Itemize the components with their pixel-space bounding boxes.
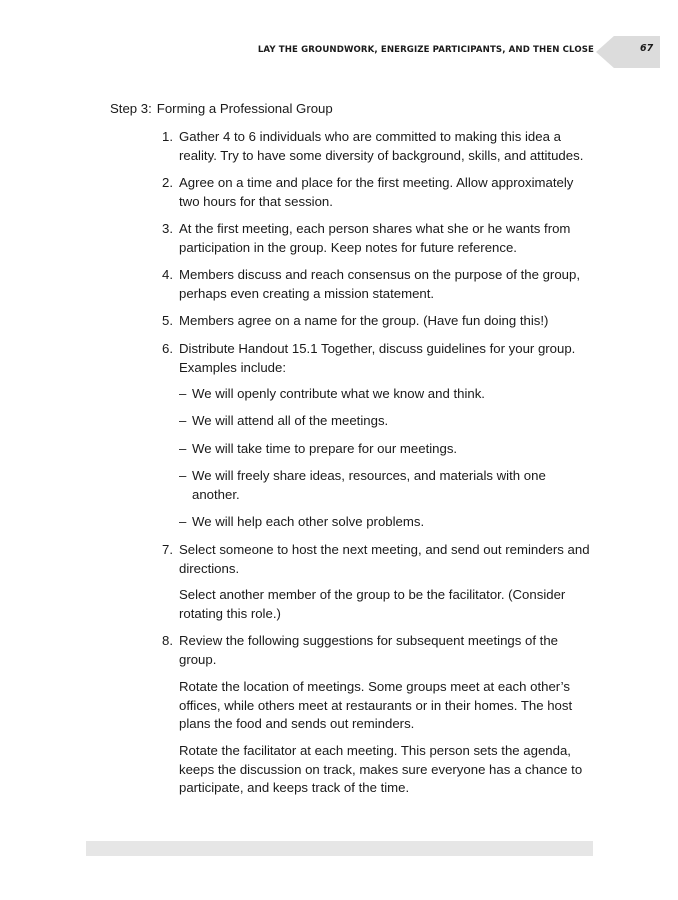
footer-bar (86, 841, 593, 856)
bullet-text: We will attend all of the meetings. (192, 413, 389, 428)
list-item-number: 8. (162, 633, 173, 648)
bullet-text: We will freely share ideas, resources, and materials with one another. (192, 468, 546, 502)
list-item-number: 5. (162, 313, 173, 328)
bullet-dash: – (179, 441, 187, 456)
step-label: Step 3: (110, 101, 152, 116)
bullet-dash: – (179, 386, 187, 401)
bullet-dash: – (179, 468, 187, 483)
step-heading (110, 100, 333, 119)
list-item-number: 7. (162, 542, 173, 557)
page-header (0, 43, 678, 63)
bullet-text: We will take time to prepare for our meetings. (192, 441, 458, 456)
step-title: Forming a Professional Group (156, 101, 333, 116)
list-item-text: Select someone to host the next meeting, and send out reminders and directions. (179, 542, 590, 576)
bullet-dash: – (179, 413, 187, 428)
item-paragraph: Rotate the facilitator at each meeting. This person sets the agenda, keeps the discussion on track, makes sure everyone has a chance to participate, and keeps track of the time. (179, 743, 583, 795)
list-item-text: At the first meeting, each person shares what she or he wants from participation in the group. Keep notes for future reference. (179, 221, 571, 255)
list-item-text: Distribute Handout 15.1 Together, discuss guidelines for your group. Examples include: (179, 341, 576, 375)
list-item-text: Gather 4 to 6 individuals who are committed to making this idea a reality. Try to have some diversity of background, skills, and attitudes. (179, 129, 584, 163)
bullet-text: We will openly contribute what we know and think. (192, 386, 485, 401)
list-item-number: 2. (162, 175, 173, 190)
list-item-text: Agree on a time and place for the first meeting. Allow approximately two hours for that session. (179, 175, 574, 209)
page-number: 67 (640, 43, 654, 54)
list-item-number: 6. (162, 341, 173, 356)
list-item-text: Members discuss and reach consensus on the purpose of the group, perhaps even creating a mission statement. (179, 267, 580, 301)
bullet-text: We will help each other solve problems. (192, 514, 425, 529)
list-item-number: 3. (162, 221, 173, 236)
running-head: LAY THE GROUNDWORK, ENERGIZE PARTICIPANTS, AND THEN CLOSE (257, 45, 594, 55)
bullet-dash: – (179, 514, 187, 529)
list-item-number: 1. (162, 129, 173, 144)
list-item-number: 4. (162, 267, 173, 282)
item-paragraph: Rotate the location of meetings. Some groups meet at each other’s offices, while others meet at restaurants or in their homes. The host plans the food and sends out reminders. (179, 679, 573, 731)
list-item-text: Members agree on a name for the group. (Have fun doing this!) (179, 313, 549, 328)
list-item-text: Review the following suggestions for subsequent meetings of the group. (179, 633, 558, 667)
item-paragraph: Select another member of the group to be the facilitator. (Consider rotating this role.) (179, 587, 566, 621)
